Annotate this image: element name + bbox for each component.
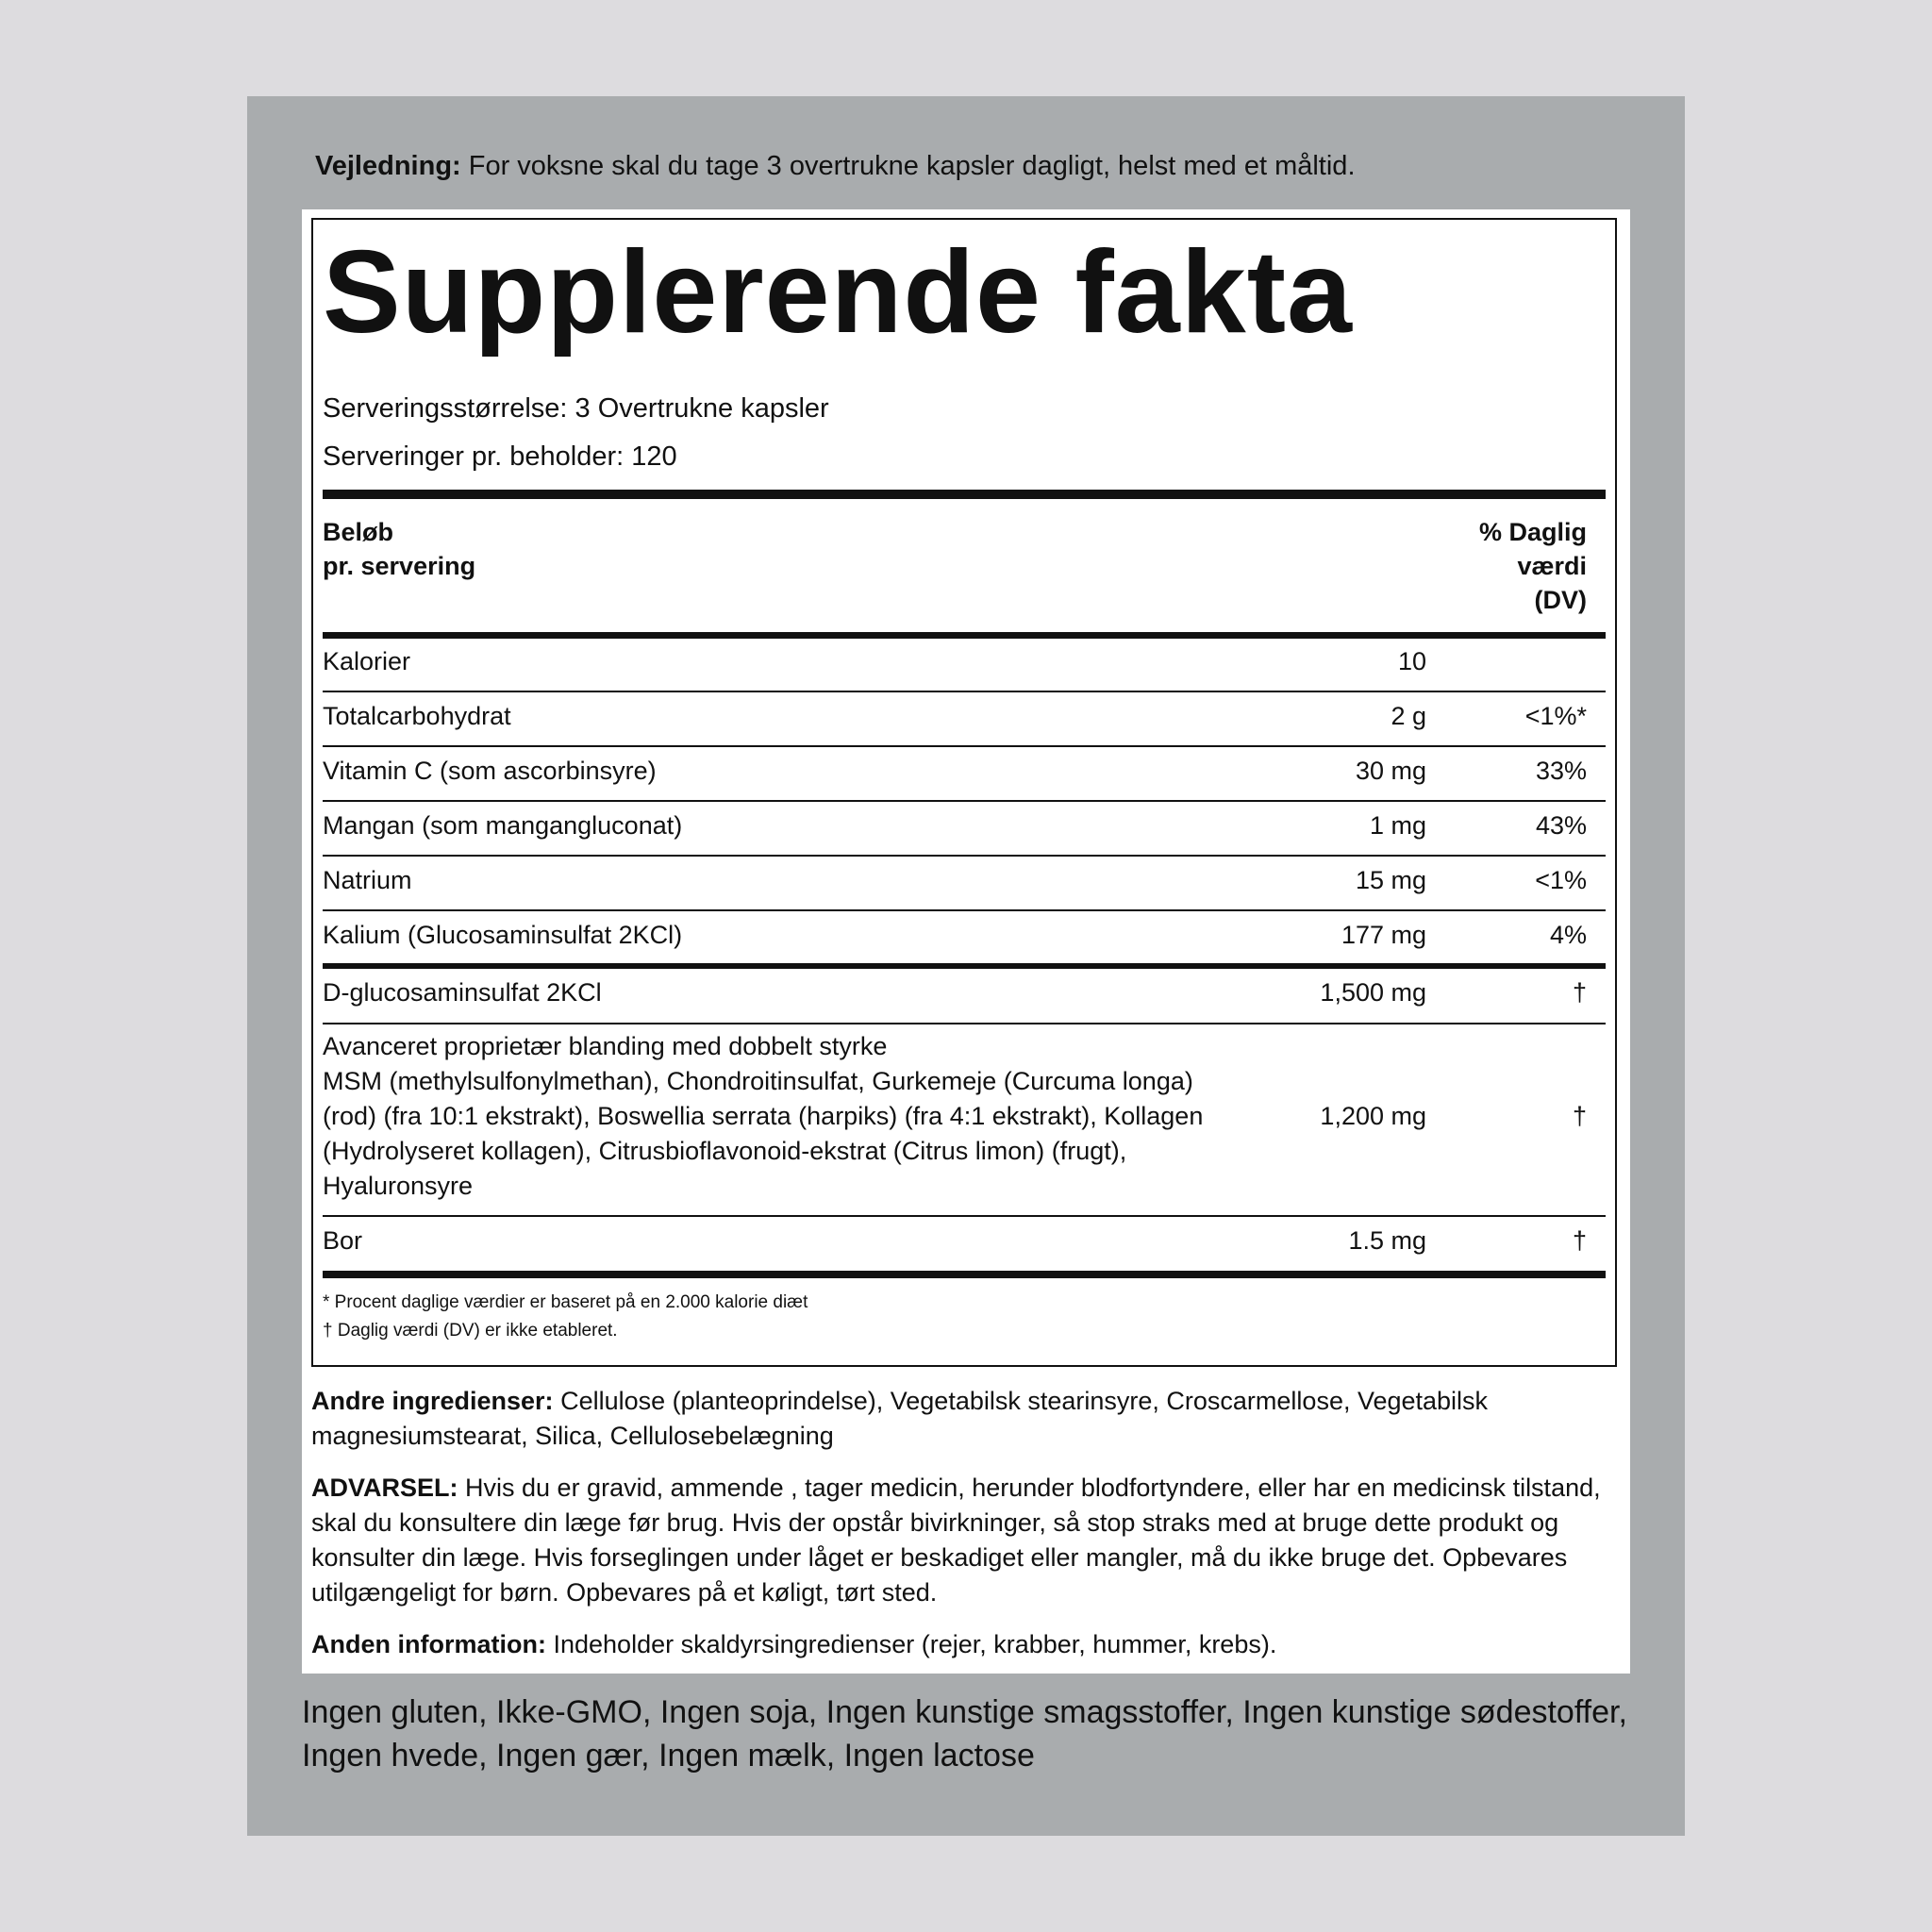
nutrient-name: Natrium [323, 866, 412, 894]
footnote-percent: * Procent daglige værdier er baseret på en 2.000 kalorie diæt [323, 1292, 808, 1312]
directions-label: Vejledning: [315, 151, 461, 181]
other-ingredients-label: Andre ingredienser: [311, 1387, 554, 1415]
nutrient-dv: <1%* [1524, 702, 1587, 730]
divider-thin [323, 855, 1606, 857]
nutrient-dv: <1% [1535, 866, 1587, 894]
ingredient-name: Bor [323, 1226, 363, 1255]
nutrient-amount: 10 [1397, 647, 1426, 675]
ingredient-amount: 1.5 mg [1348, 1226, 1426, 1255]
blend-title: Avanceret proprietær blanding med dobbelt styrke [323, 1032, 888, 1060]
header-daily-value [1479, 515, 1587, 617]
nutrient-amount: 15 mg [1355, 866, 1426, 894]
blend-dv: † [1572, 1102, 1587, 1130]
blend-row [323, 1029, 1606, 1208]
facts-title: Supplerende fakta [323, 227, 1353, 358]
blend-line: MSM (methylsulfonylmethan), Chondroitinsulfat, Gurkemeje (Curcuma longa) [323, 1067, 1193, 1095]
nutrient-amount: 30 mg [1355, 757, 1426, 785]
divider-thin [323, 745, 1606, 747]
warning [311, 1471, 1623, 1610]
nutrient-name: Kalorier [323, 647, 411, 675]
divider-thick [323, 963, 1606, 969]
blend-line: (Hydrolyseret kollagen), Citrusbioflavonoid-ekstrat (Citrus limon) (frugt), [323, 1137, 1127, 1165]
header-dv-line2: værdi [1517, 552, 1587, 580]
divider-thin [323, 800, 1606, 802]
nutrient-dv: 33% [1535, 757, 1587, 785]
directions-text [315, 147, 1636, 185]
header-amount-line2: pr. servering [323, 552, 476, 580]
serving-size: Serveringsstørrelse: 3 Overtrukne kapsler [323, 393, 829, 424]
nutrient-name: Totalcarbohydrat [323, 702, 511, 730]
blend-line: (rod) (fra 10:1 ekstrakt), Boswellia serrata (harpiks) (fra 4:1 ekstrakt), Kollagen [323, 1102, 1204, 1130]
warning-text: Hvis du er gravid, ammende , tager medicin, herunder blodfortyndere, eller har en medicinsk tilstand, skal du konsultere din læge før brug. Hvis der opstår bivirkninger, så stop straks med at bruge dette produkt og konsulter din læge. Hvis forseglingen under låget er beskadiget eller mangler, må du ikke bruge det. Opbevares utilgængeligt for børn. Opbevares på et køligt, tørt sted. [311, 1474, 1601, 1607]
divider-thin [323, 691, 1606, 692]
nutrient-dv: 43% [1535, 811, 1587, 840]
ingredient-name: D-glucosaminsulfat 2KCl [323, 978, 602, 1007]
nutrient-amount: 2 g [1391, 702, 1426, 730]
blend-line: Hyaluronsyre [323, 1172, 474, 1200]
divider-thick [323, 490, 1606, 499]
nutrient-name: Vitamin C (som ascorbinsyre) [323, 757, 657, 785]
ingredient-amount: 1,500 mg [1320, 978, 1426, 1007]
ingredient-dv: † [1572, 1226, 1587, 1255]
nutrient-amount: 1 mg [1369, 811, 1426, 840]
warning-label: ADVARSEL: [311, 1474, 458, 1502]
other-info-label: Anden information: [311, 1630, 546, 1658]
divider-thick [323, 1271, 1606, 1278]
nutrient-name: Kalium (Glucosaminsulfat 2KCl) [323, 921, 683, 949]
directions-body: For voksne skal du tage 3 overtrukne kapsler dagligt, helst med et måltid. [460, 151, 1356, 181]
divider-thin [323, 1023, 1606, 1024]
footnote-dagger: † Daglig værdi (DV) er ikke etableret. [323, 1321, 618, 1341]
other-info-text: Indeholder skaldyrsingredienser (rejer, krabber, hummer, krebs). [545, 1630, 1277, 1658]
servings-per-container: Serveringer pr. beholder: 120 [323, 441, 677, 472]
divider-thin [323, 1215, 1606, 1217]
supplement-facts-box [311, 218, 1617, 1367]
other-ingredients [311, 1384, 1623, 1454]
blend-description [323, 1029, 1203, 1204]
header-dv-line1: % Daglig [1478, 518, 1587, 546]
blend-amount: 1,200 mg [1320, 1102, 1426, 1130]
nutrient-amount: 177 mg [1341, 921, 1426, 949]
other-info [311, 1627, 1623, 1662]
free-from-claims: Ingen gluten, Ikke-GMO, Ingen soja, Ingen kunstige smagsstoffer, Ingen kunstige sødestoffer, Ingen hvede, Ingen gær, Ingen mælk, Ingen lactose [302, 1694, 1627, 1774]
other-ingredients-text: Cellulose (planteoprindelse), Vegetabilsk stearinsyre, Croscarmellose, Vegetabilsk magnesiumstearat, Silica, Cellulosebelægning [311, 1387, 1489, 1450]
header-amount [323, 515, 475, 583]
nutrient-name: Mangan (som mangangluconat) [323, 811, 683, 840]
nutrient-dv: 4% [1549, 921, 1587, 949]
divider-thin [323, 909, 1606, 911]
header-dv-line3: (DV) [1534, 586, 1587, 614]
ingredient-dv: † [1572, 978, 1587, 1007]
header-amount-line1: Beløb [323, 518, 394, 546]
divider-thick [323, 632, 1606, 639]
